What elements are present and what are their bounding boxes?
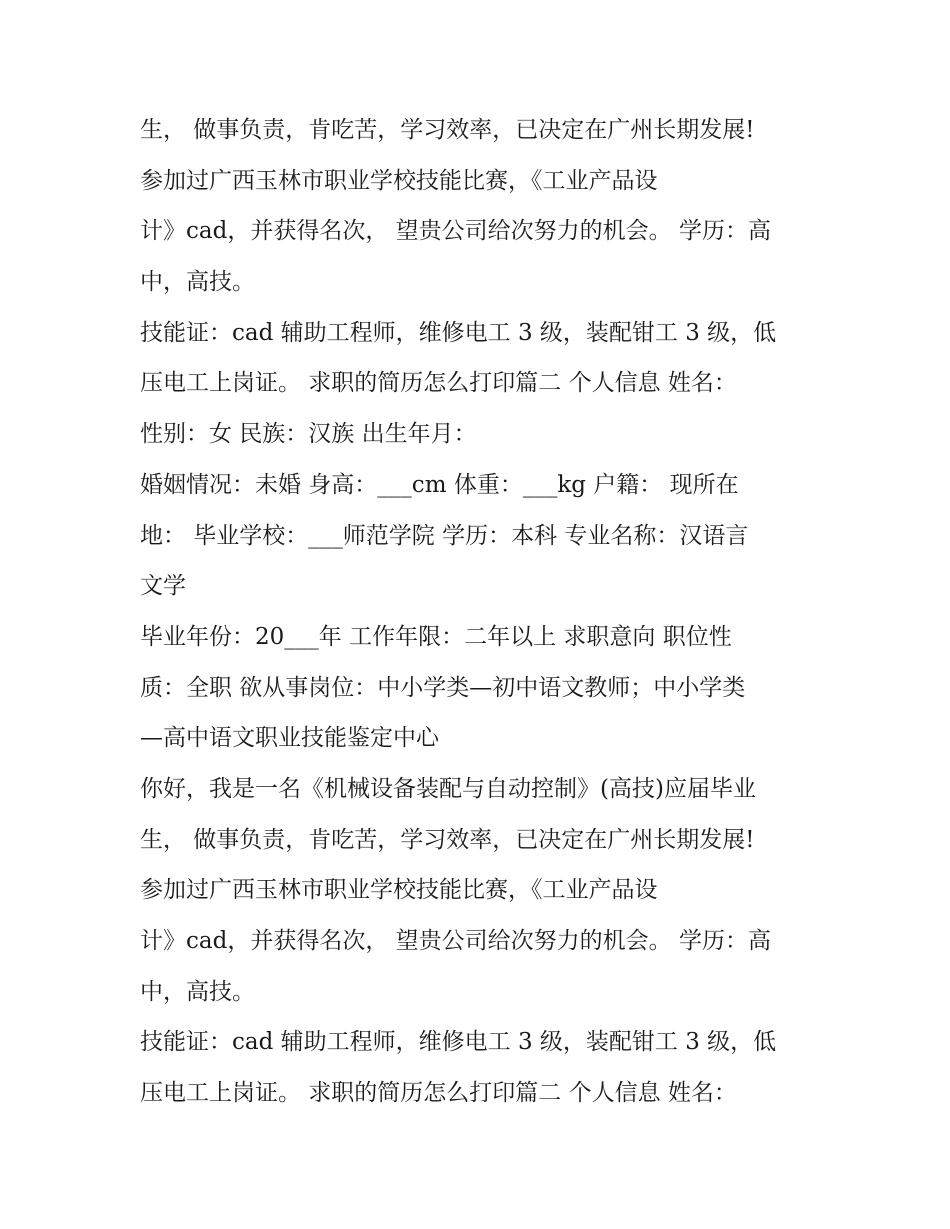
text-line: 生， 做事负责，肯吃苦，学习效率，已决定在广州长期发展! [140,826,755,853]
text-line: 技能证：cad 辅助工程师，维修电工 3 级，装配钳工 3 级，低 [140,319,777,346]
text-line: 你好，我是一名《机械设备装配与自动控制》(高技)应届毕业 [140,775,756,802]
text-line: 参加过广西玉林市职业学校技能比赛，《工业产品设 [140,877,658,904]
body-text [140,105,840,1119]
text-line: 文学 [140,573,186,600]
text-line: 婚姻情况：未婚 身高：___cm 体重：___kg 户籍： 现所在 [140,471,739,498]
text-line: 生， 做事负责，肯吃苦，学习效率，已决定在广州长期发展! [140,117,755,143]
text-line: 中，高技。 [140,269,255,296]
text-line: 压电工上岗证。 求职的简历怎么打印篇二 个人信息 姓名： [140,1080,737,1107]
text-line: 计》cad，并获得名次， 望贵公司给次努力的机会。 学历：高 [140,928,771,954]
text-line: 计》cad，并获得名次， 望贵公司给次努力的机会。 学历：高 [140,218,771,245]
text-line: 压电工上岗证。 求职的简历怎么打印篇二 个人信息 姓名： [140,370,737,397]
text-line: 质：全职 欲从事岗位：中小学类—初中语文教师；中小学类 [140,674,746,701]
text-line: 毕业年份：20___年 工作年限：二年以上 求职意向 职位性 [140,623,732,650]
text-line: 中，高技。 [140,978,255,1005]
text-line: 技能证：cad 辅助工程师，维修电工 3 级，装配钳工 3 级，低 [140,1029,777,1056]
text-line: 参加过广西玉林市职业学校技能比赛，《工业产品设 [140,167,658,194]
text-line: —高中语文职业技能鉴定中心 [140,725,439,752]
text-line: 性别：女 民族：汉族 出生年月： [140,421,477,448]
text-line: 地： 毕业学校：___师范学院 学历：本科 专业名称：汉语言 [140,522,749,549]
